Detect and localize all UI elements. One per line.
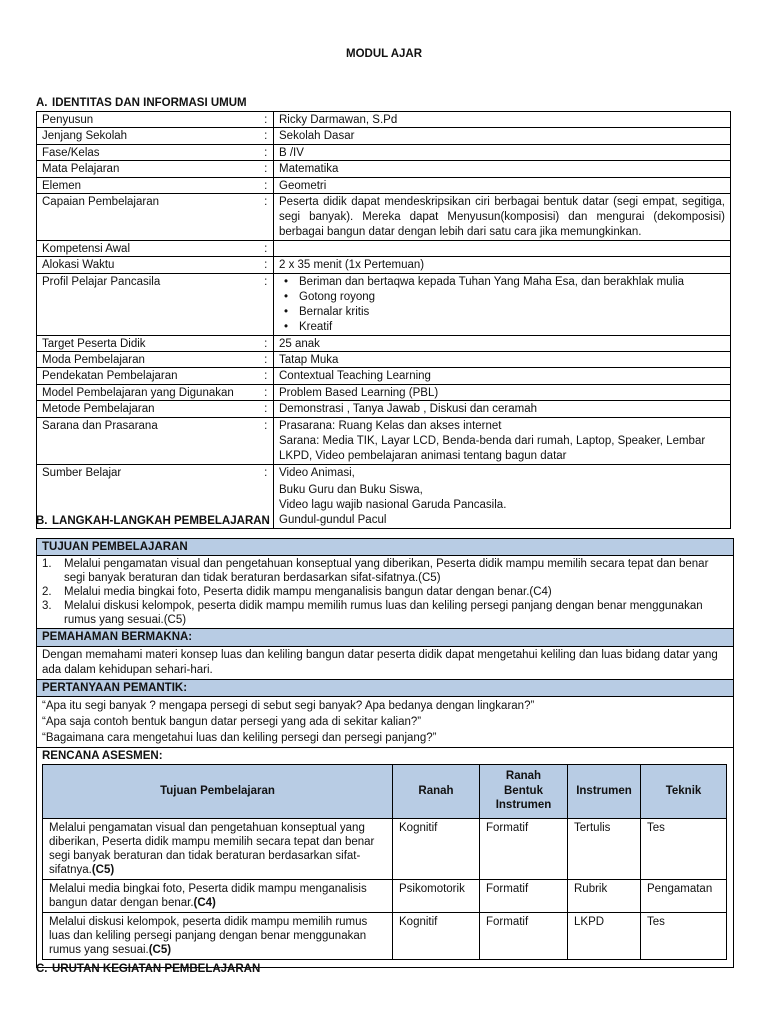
identity-value: Contextual Teaching Learning	[274, 368, 731, 384]
list-item: • Kreatif	[299, 320, 725, 335]
level-code: (C4)	[193, 896, 216, 909]
identity-value	[274, 417, 731, 464]
cell-instrumen: LKPD	[568, 912, 641, 959]
section-c-number: C.	[36, 963, 48, 975]
cell-tujuan	[43, 818, 393, 879]
list-number: 2.	[42, 586, 52, 599]
identity-row-jenjang	[37, 128, 731, 144]
identity-label: Alokasi Waktu	[37, 257, 259, 273]
identity-value: Problem Based Learning (PBL)	[274, 384, 731, 400]
identity-label: Sumber Belajar	[37, 464, 259, 528]
sumber-line: Video Animasi,	[279, 466, 355, 479]
identity-row-kompetensi	[37, 240, 731, 256]
identity-label: Fase/Kelas	[37, 144, 259, 160]
tujuan-text: Melalui diskusi kelompok, peserta didik mampu memilih rumus luas dan keliling persegi panjang dengan benar menggunakan rumus yang sesuai.	[49, 915, 368, 956]
list-number: 1.	[42, 558, 52, 571]
level-code: (C5)	[91, 863, 115, 876]
identity-label: Capaian Pembelajaran	[37, 193, 259, 240]
colon: :	[259, 464, 274, 528]
pemahaman-header: PEMAHAMAN BERMAKNA:	[37, 629, 734, 646]
identity-row-fase	[37, 144, 731, 160]
col-instrumen: Instrumen	[568, 764, 641, 818]
identity-value: Geometri	[274, 177, 731, 193]
identity-row-capaian	[37, 193, 731, 240]
identity-label: Model Pembelajaran yang Digunakan	[37, 384, 259, 400]
colon: :	[259, 240, 274, 256]
section-b-heading	[36, 514, 270, 528]
asesmen-header: RENCANA ASESMEN:	[42, 750, 163, 763]
section-b-title: LANGKAH-LANGKAH PEMBELAJARAN	[52, 515, 270, 527]
sarana-line: Prasarana: Ruang Kelas dan akses internet	[279, 419, 502, 432]
colon: :	[259, 257, 274, 273]
list-item: • Beriman dan bertaqwa kepada Tuhan Yang Maha Esa, dan berakhlak mulia	[299, 275, 725, 290]
colon: :	[259, 401, 274, 417]
list-text: Melalui media bingkai foto, Peserta didik mampu menganalisis bangun datar dengan benar.(C4)	[64, 586, 552, 599]
list-text: Melalui pengamatan visual dan pengetahuan konseptual yang diberikan, Peserta didik mampu memilih secara tepat dan benar segi banyak beraturan dan tidak beraturan berdasarkan sifat-sifatnya.(C5)	[64, 558, 709, 585]
page-title: MODUL AJAR	[345, 48, 423, 60]
table-row	[43, 912, 727, 959]
identity-label: Kompetensi Awal	[37, 240, 259, 256]
identity-label: Target Peserta Didik	[37, 335, 259, 351]
identity-row-elemen	[37, 177, 731, 193]
cell-ranah: Psikomotorik	[393, 879, 480, 912]
cell-ranah: Kognitif	[393, 818, 480, 879]
identity-row-target	[37, 335, 731, 351]
identity-label: Mata Pelajaran	[37, 161, 259, 177]
identity-value: B /IV	[274, 144, 731, 160]
tujuan-header: TUJUAN PEMBELAJARAN	[37, 539, 734, 556]
identity-row-model	[37, 384, 731, 400]
sarana-line: Sarana: Media TIK, Layar LCD, Benda-benda dari rumah, Laptop, Speaker, Lembar LKPD, Video pembelajaran animasi tentang bagun datar	[279, 434, 706, 462]
col-ranah: Ranah	[393, 764, 480, 818]
identity-label: Metode Pembelajaran	[37, 401, 259, 417]
colon: :	[259, 128, 274, 144]
colon: :	[259, 161, 274, 177]
table-row	[43, 879, 727, 912]
list-item: • Gotong royong	[299, 290, 725, 305]
identity-table	[36, 111, 731, 529]
identity-label: Elemen	[37, 177, 259, 193]
colon: :	[259, 177, 274, 193]
cell-teknik: Tes	[641, 818, 727, 879]
pemahaman-text: Dengan memahami materi konsep luas dan keliling bangun datar peserta didik dapat mengetahui keliling dan luas bidang datar yang ada dalam kehidupan sehari-hari.	[37, 646, 734, 679]
col-tujuan: Tujuan Pembelajaran	[43, 764, 393, 818]
identity-label: Jenjang Sekolah	[37, 128, 259, 144]
profil-list	[279, 275, 725, 335]
section-a-heading	[36, 96, 247, 110]
list-item: • Bernalar kritis	[299, 305, 725, 320]
col-bentuk-instrumen: Ranah Bentuk Instrumen	[480, 764, 568, 818]
identity-row-profil	[37, 273, 731, 335]
assessment-header-row	[43, 764, 727, 818]
cell-bentuk: Formatif	[480, 912, 568, 959]
question-item: “Bagaimana cara mengetahui luas dan keliling persegi dan persegi panjang?”	[42, 732, 437, 745]
cell-bentuk: Formatif	[480, 818, 568, 879]
learning-steps-table	[36, 538, 734, 968]
identity-value: Demonstrasi , Tanya Jawab , Diskusi dan ceramah	[274, 401, 731, 417]
colon: :	[259, 368, 274, 384]
sumber-line: Buku Guru dan Buku Siswa,	[279, 483, 423, 496]
identity-value	[274, 464, 731, 528]
identity-row-moda	[37, 352, 731, 368]
identity-label: Sarana dan Prasarana	[37, 417, 259, 464]
identity-label: Profil Pelajar Pancasila	[37, 273, 259, 335]
tujuan-body	[37, 556, 734, 629]
identity-value	[274, 273, 731, 335]
table-row	[43, 818, 727, 879]
identity-value: Tatap Muka	[274, 352, 731, 368]
colon: :	[259, 352, 274, 368]
identity-value: 2 x 35 menit (1x Pertemuan)	[274, 257, 731, 273]
identity-label: Pendekatan Pembelajaran	[37, 368, 259, 384]
colon: :	[259, 273, 274, 335]
section-c-title: URUTAN KEGIATAN PEMBELAJARAN	[52, 963, 261, 975]
cell-teknik: Tes	[641, 912, 727, 959]
identity-row-alokasi	[37, 257, 731, 273]
colon: :	[259, 417, 274, 464]
tujuan-text: Melalui pengamatan visual dan pengetahuan konseptual yang diberikan, Peserta didik mampu memilih secara tepat dan benar segi banyak beraturan dan tidak beraturan berdasarkan sifat-sifatnya.	[49, 821, 375, 876]
sumber-line: Gundul-gundul Pacul	[279, 513, 387, 526]
cell-instrumen: Tertulis	[568, 818, 641, 879]
tujuan-list	[42, 557, 728, 627]
pertanyaan-body	[37, 697, 734, 748]
cell-tujuan	[43, 879, 393, 912]
cell-ranah: Kognitif	[393, 912, 480, 959]
asesmen-cell	[37, 748, 734, 967]
identity-value: Peserta didik dapat mendeskripsikan ciri berbagai bentuk datar (segi empat, segitiga, segi banyak). Mereka dapat Menyusun(komposisi) dan mengurai (dekomposisi) berbagai bangun datar dengan lebih dari satu cara jika memungkinkan.	[274, 193, 731, 240]
identity-label: Penyusun	[37, 112, 259, 128]
identity-value: 25 anak	[274, 335, 731, 351]
identity-row-pendekatan	[37, 368, 731, 384]
colon: :	[259, 193, 274, 240]
identity-label: Moda Pembelajaran	[37, 352, 259, 368]
section-a-title: IDENTITAS DAN INFORMASI UMUM	[52, 97, 247, 109]
cell-instrumen: Rubrik	[568, 879, 641, 912]
list-text: Melalui diskusi kelompok, peserta didik mampu memilih rumus luas dan keliling persegi panjang dengan benar menggunakan rumus yang sesuai.(C5)	[64, 600, 703, 627]
colon: :	[259, 144, 274, 160]
identity-value: Ricky Darmawan, S.Pd	[274, 112, 731, 128]
identity-row-metode	[37, 401, 731, 417]
cell-bentuk: Formatif	[480, 879, 568, 912]
sumber-line: Video lagu wajib nasional Garuda Pancasila.	[279, 498, 507, 511]
cell-teknik: Pengamatan	[641, 879, 727, 912]
level-code: (C5)	[148, 943, 172, 956]
identity-value: Sekolah Dasar	[274, 128, 731, 144]
section-b-number: B.	[36, 515, 48, 527]
identity-value: Matematika	[274, 161, 731, 177]
list-item	[42, 599, 728, 627]
cell-tujuan	[43, 912, 393, 959]
section-c-heading	[36, 962, 260, 976]
identity-row-sarana	[37, 417, 731, 464]
identity-row-penyusun	[37, 112, 731, 128]
list-item	[42, 557, 728, 585]
identity-row-mapel	[37, 161, 731, 177]
question-item: “Apa itu segi banyak ? mengapa persegi di sebut segi banyak? Apa bedanya dengan lingkaran?”	[42, 700, 535, 713]
assessment-table	[42, 764, 727, 960]
list-number: 3.	[42, 600, 52, 613]
tujuan-text: Melalui media bingkai foto, Peserta didik mampu menganalisis bangun datar dengan benar.	[49, 882, 367, 909]
section-a-number: A.	[36, 97, 48, 109]
colon: :	[259, 384, 274, 400]
col-teknik: Teknik	[641, 764, 727, 818]
pertanyaan-header: PERTANYAAN PEMANTIK:	[37, 679, 734, 696]
colon: :	[259, 335, 274, 351]
colon: :	[259, 112, 274, 128]
list-item	[42, 585, 728, 599]
question-item: “Apa saja contoh bentuk bangun datar persegi yang ada di sekitar kalian?”	[42, 716, 422, 729]
identity-value	[274, 240, 731, 256]
